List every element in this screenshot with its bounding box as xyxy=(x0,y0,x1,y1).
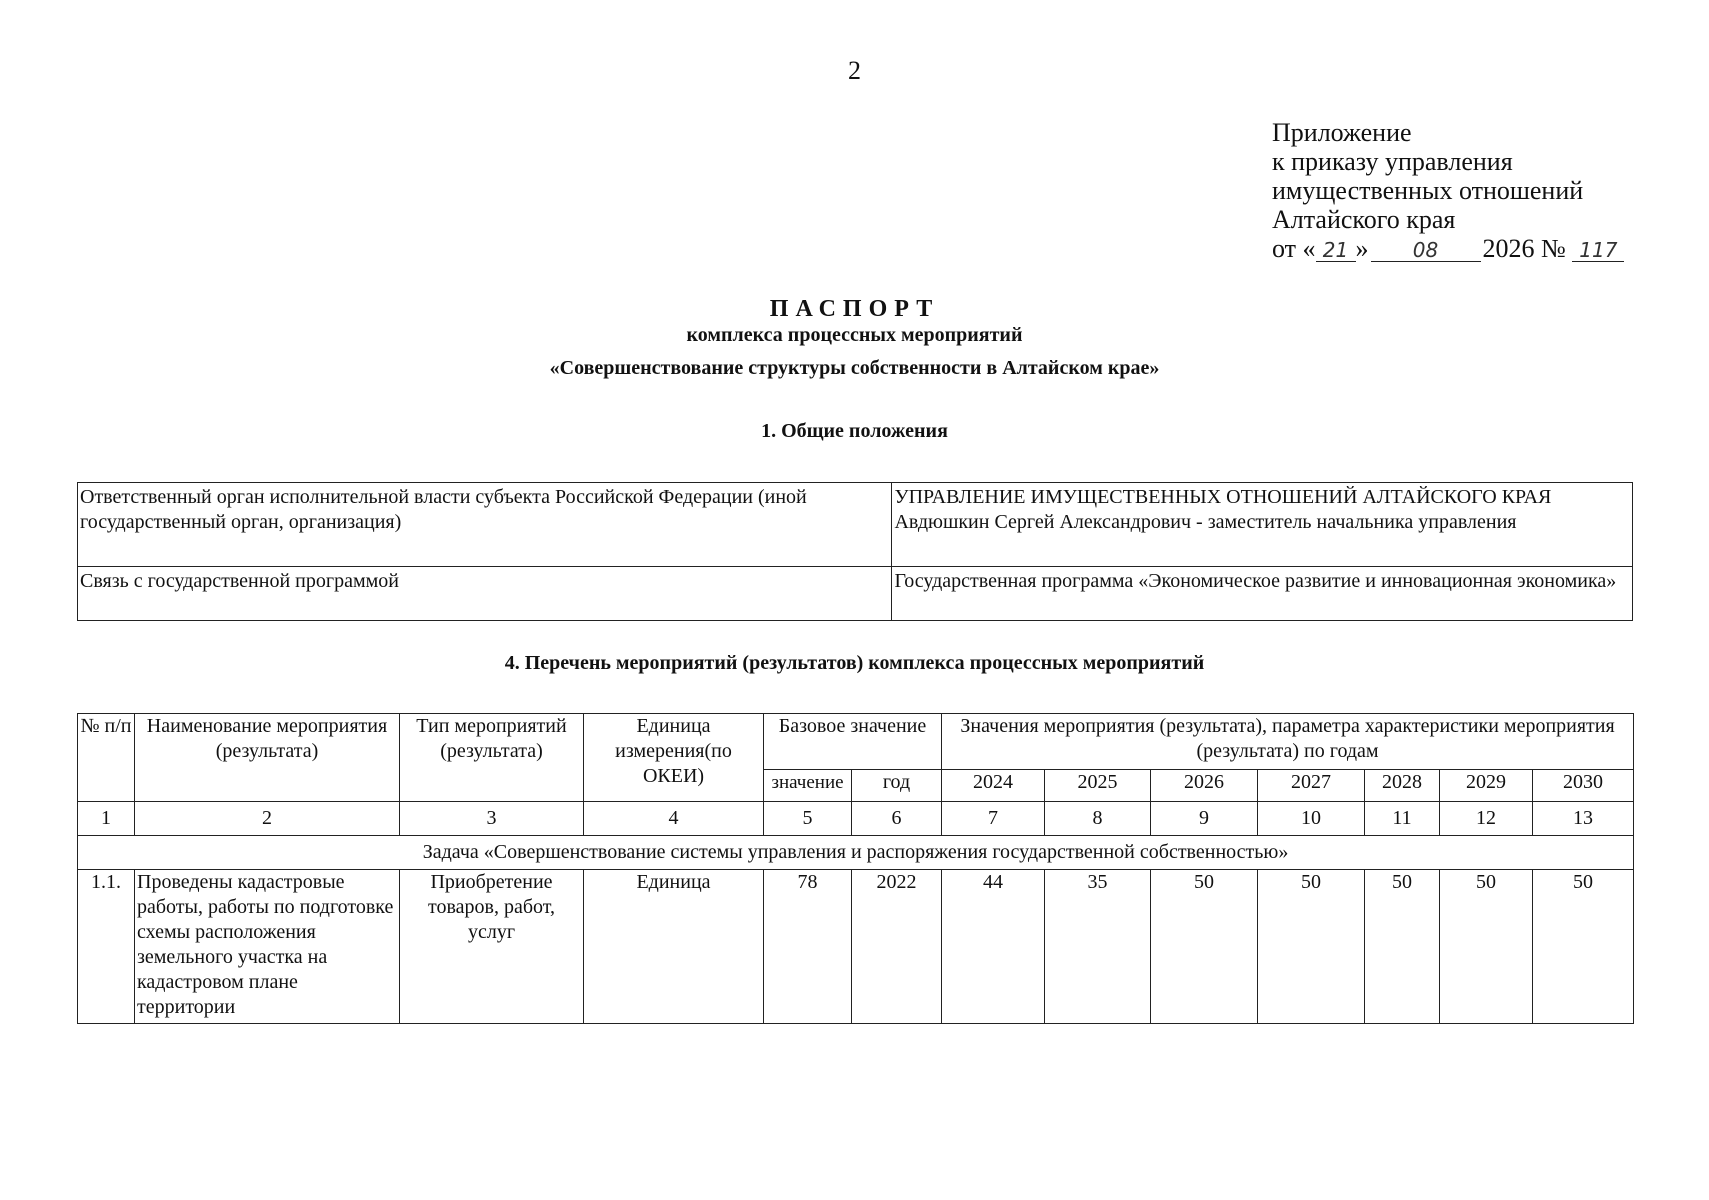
row-value: 50 xyxy=(1258,870,1365,1024)
column-number: 4 xyxy=(584,802,764,836)
section-1-heading: 1. Общие положения xyxy=(761,420,948,442)
order-number-handwritten: 117 xyxy=(1572,239,1624,262)
header-num: № п/п xyxy=(78,714,135,802)
appendix-line-4: Алтайского края xyxy=(1272,205,1456,234)
column-number: 3 xyxy=(400,802,584,836)
table-row xyxy=(78,483,1633,567)
header-year: 2024 xyxy=(942,770,1045,802)
appendix-line-1: Приложение xyxy=(1272,118,1412,147)
general-provisions-table xyxy=(77,482,1633,621)
row-type: Приобретение товаров, работ, услуг xyxy=(400,870,584,1024)
appendix-date-line xyxy=(1272,234,1624,263)
date-month-handwritten: 08 xyxy=(1371,239,1481,262)
column-number: 8 xyxy=(1045,802,1151,836)
column-number: 9 xyxy=(1151,802,1258,836)
header-year: 2026 xyxy=(1151,770,1258,802)
column-number: 6 xyxy=(852,802,942,836)
column-number: 12 xyxy=(1440,802,1533,836)
header-year: 2028 xyxy=(1365,770,1440,802)
general-label-cell: Связь с государственной программой xyxy=(78,567,892,621)
appendix-block xyxy=(1272,118,1624,263)
row-base-value: 78 xyxy=(764,870,852,1024)
row-value: 50 xyxy=(1365,870,1440,1024)
date-mid: » xyxy=(1355,234,1369,263)
document-title: ПАСПОРТ xyxy=(769,296,940,322)
header-year: 2025 xyxy=(1045,770,1151,802)
column-number: 5 xyxy=(764,802,852,836)
header-year: 2029 xyxy=(1440,770,1533,802)
date-prefix: от « xyxy=(1272,234,1316,263)
header-year: 2027 xyxy=(1258,770,1365,802)
row-unit: Единица xyxy=(584,870,764,1024)
column-number-row xyxy=(78,802,1634,836)
general-value-cell: УПРАВЛЕНИЕ ИМУЩЕСТВЕННЫХ ОТНОШЕНИЙ АЛТАЙСКОГО КРАЯ Авдюшкин Сергей Александрович - заместитель начальника управления xyxy=(892,483,1633,567)
appendix-line-3: имущественных отношений xyxy=(1272,176,1584,205)
header-base-year: год xyxy=(852,770,942,802)
header-values: Значения мероприятия (результата), параметра характеристики мероприятия (результата) по годам xyxy=(942,714,1634,770)
column-number: 1 xyxy=(78,802,135,836)
row-value: 50 xyxy=(1440,870,1533,1024)
row-base-year: 2022 xyxy=(852,870,942,1024)
table-header-row xyxy=(78,714,1634,770)
task-row xyxy=(78,836,1634,870)
document-subtitle-1: комплекса процессных мероприятий xyxy=(686,324,1023,346)
appendix-line-2: к приказу управления xyxy=(1272,147,1513,176)
header-unit: Единица измерения(по ОКЕИ) xyxy=(584,714,764,802)
date-year: 2026 № xyxy=(1482,234,1566,263)
task-cell: Задача «Совершенствование системы управления и распоряжения государственной собственностью» xyxy=(78,836,1634,870)
general-label-cell: Ответственный орган исполнительной власти субъекта Российской Федерации (иной государственный орган, организация) xyxy=(78,483,892,567)
row-value: 50 xyxy=(1533,870,1634,1024)
row-name: Проведены кадастровые работы, работы по подготовке схемы расположения земельного участка на кадастровом плане территории xyxy=(135,870,400,1024)
row-num: 1.1. xyxy=(78,870,135,1024)
column-number: 7 xyxy=(942,802,1045,836)
section-4-heading: 4. Перечень мероприятий (результатов) комплекса процессных мероприятий xyxy=(504,652,1205,674)
header-base-value: значение xyxy=(764,770,852,802)
general-value-cell: Государственная программа «Экономическое развитие и инновационная экономика» xyxy=(892,567,1633,621)
row-value: 44 xyxy=(942,870,1045,1024)
document-subtitle-2: «Совершенствование структуры собственности в Алтайском крае» xyxy=(549,357,1160,379)
column-number: 13 xyxy=(1533,802,1634,836)
activities-table xyxy=(77,713,1634,1024)
column-number: 11 xyxy=(1365,802,1440,836)
page-number: 2 xyxy=(848,56,861,85)
header-year: 2030 xyxy=(1533,770,1634,802)
date-day-handwritten: 21 xyxy=(1316,239,1356,262)
column-number: 2 xyxy=(135,802,400,836)
header-name: Наименование мероприятия (результата) xyxy=(135,714,400,802)
header-base: Базовое значение xyxy=(764,714,942,770)
row-value: 35 xyxy=(1045,870,1151,1024)
table-row xyxy=(78,567,1633,621)
table-row xyxy=(78,870,1634,1024)
row-value: 50 xyxy=(1151,870,1258,1024)
header-type: Тип мероприятий (результата) xyxy=(400,714,584,802)
column-number: 10 xyxy=(1258,802,1365,836)
